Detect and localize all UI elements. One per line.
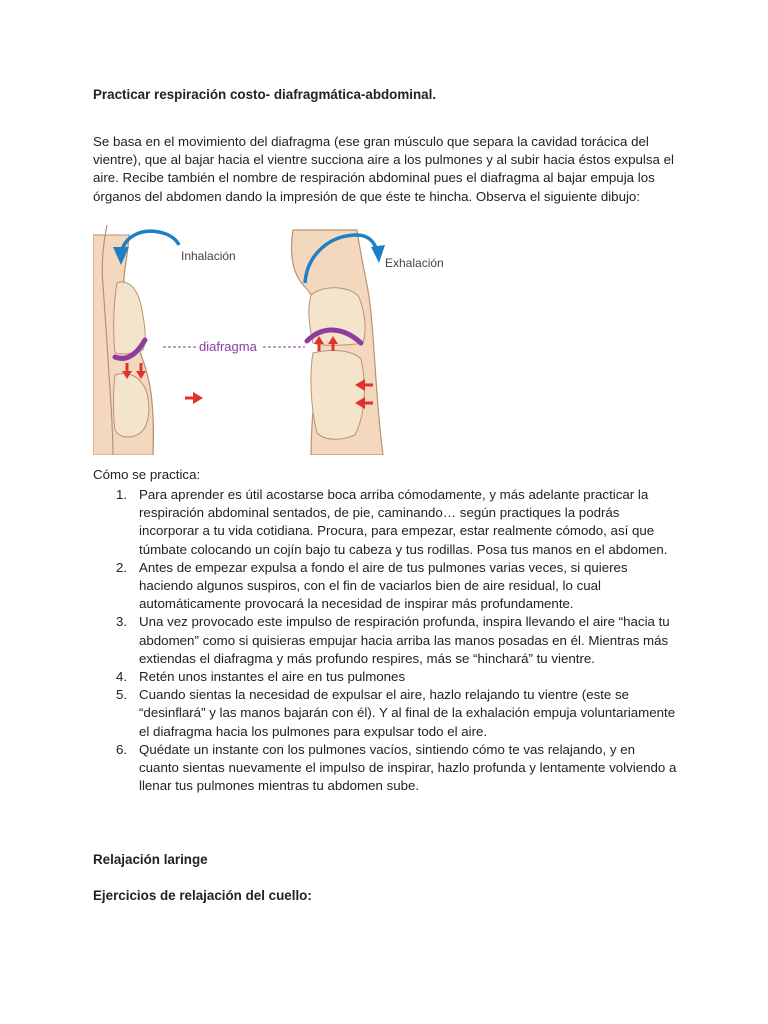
list-number: 3.	[116, 614, 128, 630]
list-item	[93, 686, 678, 741]
list-number: 6.	[116, 741, 128, 757]
list-item	[93, 741, 678, 796]
list-item	[93, 559, 678, 614]
list-number: 1.	[116, 487, 128, 502]
list-number: 4.	[116, 669, 128, 685]
list-item	[93, 668, 678, 686]
list-text: Quédate un instante con los pulmones vacíos, sintiendo cómo te vas relajando, y en cuanto sientas nuevamente el impulso de inspirar, hazlo profunda y lentamente volviendo a llenar tus pulmones mientras tu abdomen sube.	[139, 741, 677, 794]
breathing-diagram	[93, 225, 473, 455]
list-item	[93, 486, 678, 559]
list-text: Antes de empezar expulsa a fondo el aire de tus pulmones varias veces, si quieres haciendo algunos suspiros, con el fin de vaciarlos bien de aire residual, lo cual automáticamente provocará la necesidad de inspirar más profundamente.	[139, 559, 628, 612]
list-text: Retén unos instantes el aire en tus pulmones	[139, 669, 406, 685]
breathing-diagram-svg	[93, 225, 473, 455]
list-text: Cuando sientas la necesidad de expulsar el aire, hazlo relajando tu vientre (este se “desinflará” y las manos bajarán con él). Y al final de la exhalación empuja voluntariamente el diafragma hacia los pulmones para expulsar todo el aire.	[139, 687, 676, 739]
diaphragm-label: diafragma	[199, 339, 257, 354]
page-title: Practicar respiración costo- diafragmática-abdominal.	[93, 87, 437, 102]
section-heading-laringe: Relajación laringe	[93, 852, 208, 867]
exhale-figure	[292, 230, 444, 455]
list-item	[93, 613, 678, 668]
list-text: Una vez provocado este impulso de respiración profunda, inspira llevando el aire “hacia tu abdomen” como si quisieras empujar hacia arriba las manos posadas en él. Mientras más extiendas el diafragma y más profundo respires, más se “hinchará” tu vientre.	[139, 614, 670, 666]
inhale-label: Inhalación	[181, 249, 236, 263]
exhale-label: Exhalación	[385, 256, 444, 270]
section-heading-cuello: Ejercicios de relajación del cuello:	[93, 888, 312, 903]
list-number: 2.	[116, 559, 128, 575]
list-number: 5.	[116, 687, 128, 703]
intro-paragraph: Se basa en el movimiento del diafragma (ese gran músculo que separa la cavidad torácica del vientre), que al bajar hacia el vientre succiona aire a los pulmones y al subir hacia éstos expulsa el aire. Recibe también el nombre de respiración abdominal pues el diafragma al bajar empuja los órganos del abdomen dando la impresión de que éste te hincha. Observa el siguiente dibujo:	[93, 134, 674, 204]
steps-list	[93, 486, 678, 795]
list-text: Para aprender es útil acostarse boca arriba cómodamente, y más adelante practicar la respiración abdominal sentados, de pie, caminando… según practiques la podrás incorporar a tu vida cotidiana. Procura, para empezar, estar realmente cómodo, así que túmbate colocando un cojín bajo tu cabeza y tus rodillas. Posa tus manos en el abdomen.	[139, 487, 668, 557]
how-to-heading: Cómo se practica:	[93, 467, 201, 482]
